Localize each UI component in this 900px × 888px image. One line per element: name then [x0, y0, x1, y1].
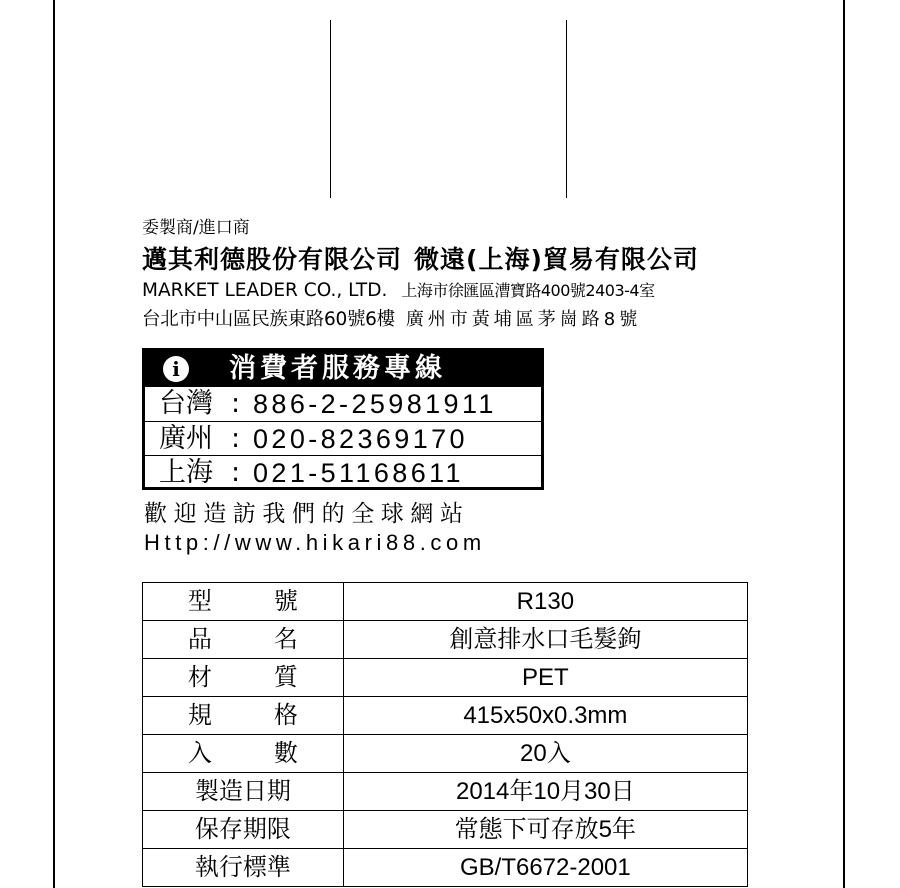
info-icon: i	[163, 356, 189, 382]
table-row	[143, 659, 748, 697]
company-name-en: MARKET LEADER CO., LTD.	[142, 280, 388, 301]
company-names	[142, 244, 699, 276]
spec-label: 規 格	[143, 697, 344, 735]
spec-label: 型 號	[143, 583, 344, 621]
frame-left-border	[53, 0, 55, 888]
website-url: Http://www.hikari88.com	[144, 530, 486, 555]
cut-line-left	[330, 20, 331, 198]
table-row	[143, 735, 748, 773]
hotline-title: 消費者服務專線	[229, 353, 446, 384]
spec-label: 保存期限	[143, 811, 344, 849]
spec-label: 入 數	[143, 735, 344, 773]
hotline-number: 886-2-25981911	[253, 389, 497, 419]
hotline-header	[145, 351, 541, 387]
spec-value: R130	[343, 583, 747, 621]
company-name-tw: 邁其利德股份有限公司	[142, 245, 403, 274]
hotline-number: 021-51168611	[253, 458, 464, 488]
spec-label: 製造日期	[143, 773, 344, 811]
spec-label: 執行標準	[143, 849, 344, 887]
address-shanghai: 上海市徐匯區漕寶路400號2403-4室	[401, 281, 655, 300]
table-row	[143, 849, 748, 887]
hotline-row-guangzhou: 廣州 : 020-82369170	[145, 421, 541, 456]
spec-value: 20入	[343, 735, 747, 773]
welcome-text: 歡迎造訪我們的全球網站	[144, 501, 470, 527]
hotline-row-shanghai: 上海 : 021-51168611	[145, 455, 541, 490]
spec-label: 品 名	[143, 621, 344, 659]
spec-value: 415x50x0.3mm	[343, 697, 747, 735]
table-row	[143, 811, 748, 849]
spec-value: 創意排水口毛髮鉤	[343, 621, 747, 659]
hotline-city: 台灣	[159, 388, 213, 419]
frame-right-border	[843, 0, 845, 888]
hotline-row-taiwan: 台灣 : 886-2-25981911	[159, 388, 497, 419]
hotline-city: 廣州	[159, 423, 213, 454]
table-row	[143, 621, 748, 659]
spec-value: 常態下可存放5年	[343, 811, 747, 849]
spec-value: GB/T6672-2001	[343, 849, 747, 887]
address-guangzhou: 廣州市黃埔區茅崗路8號	[405, 309, 642, 330]
address-row	[142, 307, 641, 333]
company-name-cn: 微遠(上海)貿易有限公司	[414, 245, 699, 274]
address-taipei: 台北市中山區民族東路60號6樓	[142, 309, 395, 330]
hotline-city: 上海	[159, 457, 213, 488]
cut-line-right	[566, 20, 567, 198]
spec-label: 材 質	[143, 659, 344, 697]
company-en-row	[142, 278, 655, 304]
spec-value: PET	[343, 659, 747, 697]
table-row	[143, 773, 748, 811]
spec-value: 2014年10月30日	[343, 773, 747, 811]
importer-label: 委製商/進口商	[142, 218, 250, 238]
hotline-number: 020-82369170	[253, 424, 468, 454]
spec-table	[142, 582, 748, 887]
table-row	[143, 583, 748, 621]
hotline-box	[142, 348, 544, 490]
table-row	[143, 697, 748, 735]
